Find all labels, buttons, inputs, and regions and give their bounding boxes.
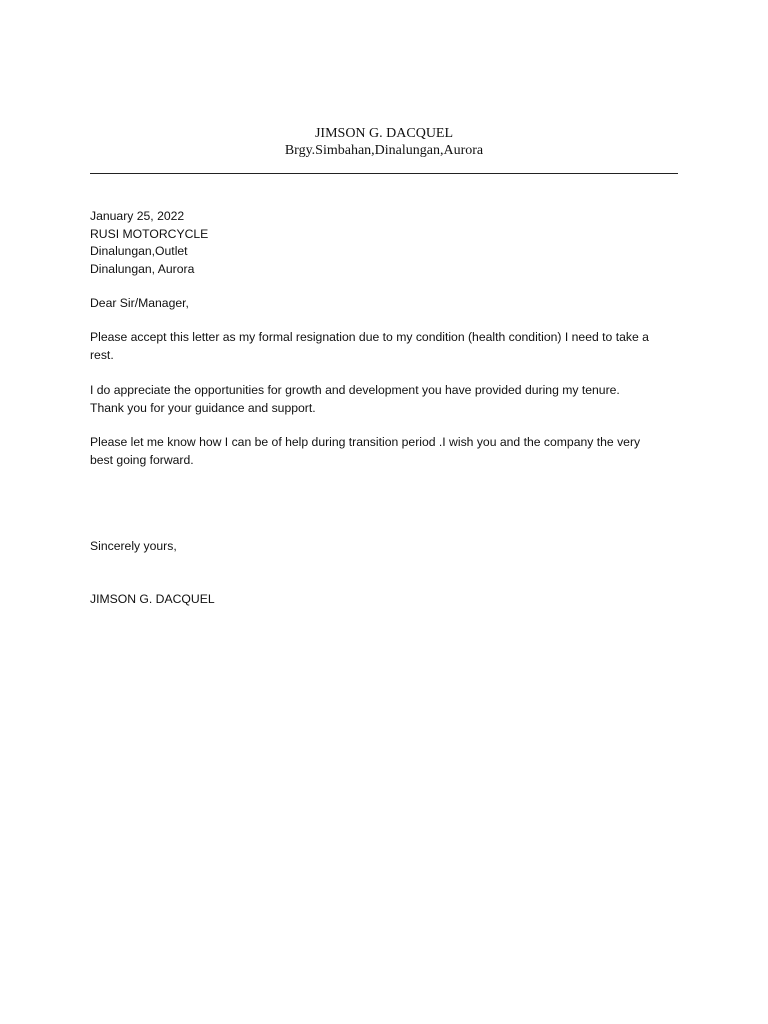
sender-address: Brgy.Simbahan,Dinalungan,Aurora <box>284 143 484 158</box>
recipient-branch: Dinalungan,Outlet <box>90 244 188 259</box>
sender-name: JIMSON G. DACQUEL <box>314 126 454 141</box>
salutation: Dear Sir/Manager, <box>90 296 189 310</box>
paragraph-resignation: Please accept this letter as my formal resignation due to my condition (health condition) I need to take a rest. <box>90 330 649 362</box>
letterhead <box>90 125 678 159</box>
paragraph-appreciation: I do appreciate the opportunities for growth and development you have provided during my tenure. Thank you for your guidance and support. <box>90 383 620 415</box>
closing: Sincerely yours, <box>90 539 177 553</box>
paragraph-transition: Please let me know how I can be of help during transition period .I wish you and the company the very best going forward. <box>90 435 641 467</box>
letterhead-divider <box>90 173 678 174</box>
letter-date: January 25, 2022 <box>90 209 185 223</box>
recipient-location: Dinalungan, Aurora <box>90 261 195 276</box>
recipient-company: RUSI MOTORCYCLE <box>90 226 209 241</box>
signature-name: JIMSON G. DACQUEL <box>90 592 215 606</box>
recipient-block <box>90 208 690 278</box>
